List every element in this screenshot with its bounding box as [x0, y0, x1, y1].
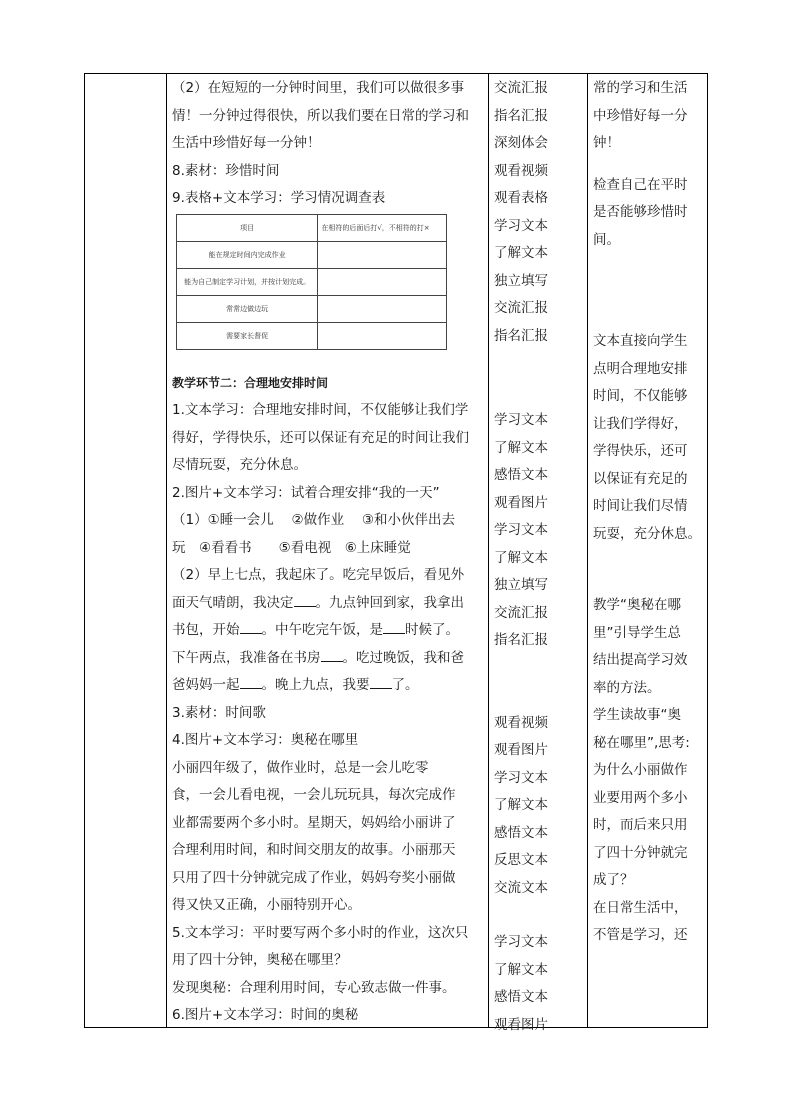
survey-item: 常常边做边玩 [177, 296, 318, 323]
activity-item: 了解文本 [494, 549, 548, 566]
note-line: 率的方法。 [593, 679, 661, 696]
note-line: 秘在哪里”,思考: [593, 734, 690, 751]
activities-column [494, 73, 580, 1039]
activity-item: 观看视频 [494, 714, 548, 731]
activity-item: 学习文本 [494, 934, 548, 950]
survey-answer-cell [318, 242, 447, 269]
text-line: 玩 ④看看书 ⑤看电视 ⑥上床睡觉 [172, 539, 411, 556]
note-line: 中珍惜好每一分 [593, 107, 688, 124]
text-line: 生活中珍惜好每一分钟！ [172, 135, 321, 151]
survey-header-instruction: 在相符的后面后打√，不相符的打× [318, 215, 447, 242]
text-line: （2）在短短的一分钟时间里，我们可以做很多事 [172, 80, 465, 96]
fill-blank [321, 649, 343, 662]
activity-item: 学习文本 [494, 769, 548, 786]
activity-item: 深刻体会 [494, 135, 548, 151]
text-line: 4.图片+文本学习：奥秘在哪里 [172, 732, 359, 748]
fill-blank-line: 书包，开始 。中午吃完午饭，是 时候了。 [172, 622, 459, 638]
text-line: 合理利用时间，和时间交朋友的故事。小丽那天 [172, 842, 456, 858]
note-line: 常的学习和生活 [593, 80, 688, 96]
note-line: 学生读故事“奥 [593, 707, 681, 723]
activity-item: 交流汇报 [494, 604, 548, 621]
table-row [177, 323, 447, 350]
activity-item: 学习文本 [494, 522, 548, 538]
text-line: 1.文本学习：合理地安排时间，不仅能够让我们学 [172, 402, 469, 418]
activity-item: 独立填写 [494, 577, 548, 593]
note-line: 时，而后来只用 [593, 817, 688, 833]
note-line: 不管是学习，还 [593, 927, 688, 943]
text-line: 尽情玩耍，充分休息。 [172, 457, 307, 473]
text-line: 得又快又正确，小丽特别开心。 [172, 897, 361, 913]
activity-item: 反思文本 [494, 852, 548, 868]
section-heading: 教学环节二：合理地安排时间 [172, 375, 329, 390]
activity-item: 了解文本 [494, 961, 548, 978]
note-line: 业要用两个多小 [593, 789, 688, 806]
activity-item: 指名汇报 [494, 632, 548, 648]
text-line: 食，一会儿看电视，一会儿玩玩具，每次完成作 [172, 787, 456, 803]
activity-item: 交流汇报 [494, 80, 548, 96]
text-line: 8.素材：珍惜时间 [172, 162, 280, 179]
activity-item: 感悟文本 [494, 824, 548, 841]
note-line: 让我们学得好， [593, 415, 688, 432]
fill-blank [370, 676, 392, 689]
note-line: 玩耍，充分休息。 [593, 525, 701, 542]
survey-answer-cell [318, 323, 447, 350]
activity-item: 指名汇报 [494, 327, 548, 344]
activity-item: 观看图片 [494, 742, 548, 758]
text-line: 3.素材：时间歌 [172, 704, 266, 721]
survey-header-item: 项目 [177, 215, 318, 242]
table-row [177, 242, 447, 269]
text-line: 用了四十分钟，奥秘在哪里？ [172, 952, 348, 968]
text-line: 2.图片+文本学习：试着合理安排“我的一天” [172, 484, 440, 501]
text-line: 小丽四年级了，做作业时，总是一会儿吃零 [172, 759, 429, 776]
note-line: 时间让我们尽情 [593, 498, 688, 514]
activity-item: 观看表格 [494, 190, 548, 206]
fill-blank-line: 面天气晴朗，我决定 。九点钟回到家，我拿出 [172, 594, 464, 611]
text-line: 得好，学得快乐，还可以保证有充足的时间让我们 [172, 429, 469, 446]
column-divider [488, 73, 489, 1028]
note-line: 间。 [593, 231, 620, 248]
note-line: 检查自己在平时 [593, 176, 688, 193]
text-line: 情！一分钟过得很快，所以我们要在日常的学习和 [172, 107, 469, 124]
fill-blank [240, 676, 262, 689]
activity-item: 学习文本 [494, 412, 548, 428]
text-line: 发现奥秘：合理利用时间，专心致志做一件事。 [172, 979, 456, 996]
design-notes-column [593, 73, 705, 950]
table-row [177, 296, 447, 323]
survey-table [176, 214, 447, 350]
note-line: 点明合理地安排 [593, 360, 688, 377]
activity-item: 感悟文本 [494, 989, 548, 1005]
note-line: 学得快乐，还可 [593, 443, 688, 459]
fill-blank-line: 下午两点，我准备在书房 。吃过晚饭，我和爸 [172, 649, 464, 666]
text-line: 业都需要两个多小时。星期天，妈妈给小丽讲了 [172, 814, 456, 831]
activity-item: 了解文本 [494, 797, 548, 813]
note-line: 在日常生活中， [593, 899, 688, 916]
note-line: 文本直接向学生 [593, 333, 688, 349]
column-divider [587, 73, 588, 1028]
activity-item: 了解文本 [494, 245, 548, 261]
column-divider [166, 73, 167, 1028]
text-line: 6.图片+文本学习：时间的奥秘 [172, 1007, 359, 1023]
activity-item: 观看视频 [494, 162, 548, 179]
survey-item: 能在规定时间内完成作业 [177, 242, 318, 269]
fill-blank [240, 621, 262, 634]
survey-answer-cell [318, 296, 447, 323]
activity-item: 感悟文本 [494, 467, 548, 483]
note-line: 是否能够珍惜时 [593, 204, 688, 220]
note-line: 里”引导学生总 [593, 624, 681, 641]
fill-blank [383, 621, 405, 634]
activity-item: 交流汇报 [494, 300, 548, 316]
activity-item: 独立填写 [494, 272, 548, 289]
table-row [177, 215, 447, 242]
text-line: 只用了四十分钟就完成了作业，妈妈夸奖小丽做 [172, 869, 456, 886]
fill-blank-line: 爸妈妈一起 。晚上九点，我要 了。 [172, 677, 419, 693]
note-line: 了四十分钟就完 [593, 844, 688, 861]
text-line: 5.文本学习：平时要写两个多小时的作业，这次只 [172, 924, 469, 941]
activity-item: 观看图片 [494, 1016, 548, 1033]
survey-answer-cell [318, 269, 447, 296]
survey-item: 能为自己制定学习计划，并按计划完成。 [177, 269, 318, 296]
note-line: 以保证有充足的 [593, 470, 688, 487]
note-line: 成了？ [593, 872, 634, 888]
survey-item: 需要家长督促 [177, 323, 318, 350]
note-line: 为什么小丽做作 [593, 762, 688, 778]
note-line: 教学“奥秘在哪 [593, 597, 681, 613]
activity-item: 指名汇报 [494, 107, 548, 124]
note-line: 结出提高学习效 [593, 652, 688, 668]
activity-item: 学习文本 [494, 217, 548, 234]
fill-blank [294, 594, 316, 607]
table-row [177, 269, 447, 296]
note-line: 钟！ [593, 135, 620, 151]
text-line: （2）早上七点，我起床了。吃完早饭后，看见外 [172, 567, 465, 583]
activity-item: 了解文本 [494, 439, 548, 456]
note-line: 时间，不仅能够 [593, 388, 688, 404]
activity-item: 观看图片 [494, 494, 548, 511]
text-line: （1）①睡一会儿 ②做作业 ③和小伙伴出去 [172, 512, 455, 528]
activity-item: 交流文本 [494, 879, 548, 896]
text-line: 9.表格+文本学习：学习情况调查表 [172, 190, 386, 206]
